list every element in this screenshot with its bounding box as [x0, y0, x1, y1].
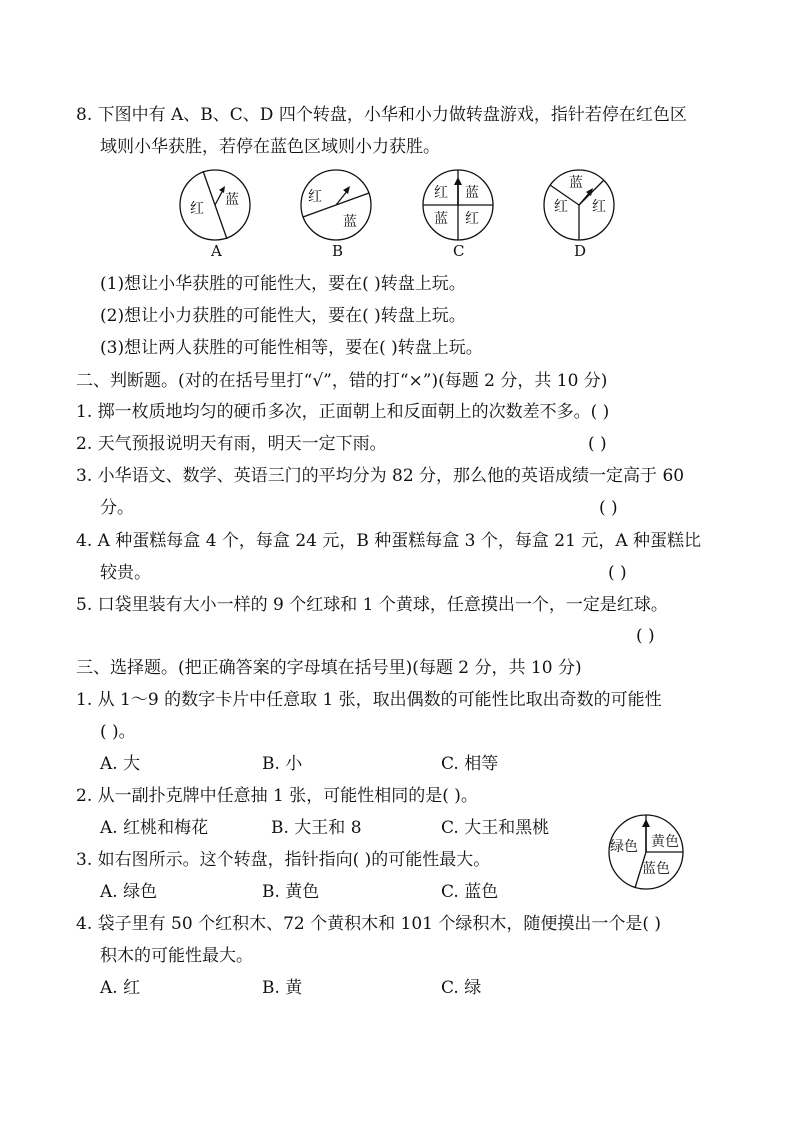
q3-label-green: 绿色 [610, 839, 638, 855]
s3-q4-option-b: B. 黄 [262, 978, 303, 998]
s2-item4-paren: ( ) [608, 563, 627, 583]
spinner-a-caption: A [211, 242, 222, 260]
spinner-d-label-right: 红 [592, 199, 606, 215]
s3-q2-option-a: A. 红桃和梅花 [100, 818, 209, 838]
s3-q4-line1: 4. 袋子里有 50 个红积木、72 个黄积木和 101 个绿积木，随便摸出一个是( ) [76, 914, 662, 934]
s3-q2-option-c: C. 大王和黑桃 [441, 818, 550, 838]
spinner-a-label-red: 红 [190, 201, 204, 217]
s2-item5-paren: ( ) [636, 626, 655, 646]
s3-q2: 2. 从一副扑克牌中任意抽 1 张，可能性相同的是( )。 [76, 786, 478, 806]
s3-q3-option-b: B. 黄色 [262, 882, 320, 902]
s3-q4-option-a: A. 红 [100, 978, 141, 998]
s3-q1-option-c: C. 相等 [441, 754, 499, 774]
spinner-c-caption: C [453, 242, 465, 260]
s3-q3-option-c: C. 蓝色 [441, 882, 499, 902]
spinner-c-label-bl: 蓝 [434, 211, 448, 227]
spinner-c-label-tr: 蓝 [465, 185, 479, 201]
s2-item3-line1: 3. 小华语文、数学、英语三门的平均分为 82 分，那么他的英语成绩一定高于 60 [76, 466, 685, 486]
spinner-d [542, 168, 616, 242]
s3-q2-option-b: B. 大王和 8 [271, 818, 362, 838]
section3-heading: 三、选择题。(把正确答案的字母填在括号里)(每题 2 分，共 10 分) [76, 658, 582, 678]
s3-q1-option-b: B. 小 [262, 754, 303, 774]
spinner-d-caption: D [574, 242, 587, 260]
q8-sub2: (2)想让小力获胜的可能性大，要在( )转盘上玩。 [100, 306, 466, 326]
spinner-b-label-red: 红 [308, 189, 322, 205]
spinner-a [178, 168, 252, 242]
spinner-c-label-br: 红 [465, 211, 479, 227]
s2-item2-paren: ( ) [588, 434, 607, 454]
spinner-c-label-tl: 红 [434, 185, 448, 201]
s2-item4-line2: 较贵。 [100, 563, 151, 583]
q8-sub3: (3)想让两人获胜的可能性相等，要在( )转盘上玩。 [100, 338, 483, 358]
q8-sub1: (1)想让小华获胜的可能性大，要在( )转盘上玩。 [100, 274, 466, 294]
s2-item4-line1: 4. A 种蛋糕每盒 4 个，每盒 24 元，B 种蛋糕每盒 3 个，每盒 21 元，A 种蛋糕比 [76, 531, 702, 551]
s3-q1-line2: ( )。 [100, 722, 136, 742]
section2-heading: 二、判断题。(对的在括号里打“√”，错的打“×”)(每题 2 分，共 10 分) [76, 371, 608, 391]
s2-item1: 1. 掷一枚质地均匀的硬币多次，正面朝上和反面朝上的次数差不多。( ) [76, 402, 610, 422]
q8-line2: 域则小华获胜，若停在蓝色区域则小力获胜。 [100, 137, 440, 157]
q3-label-yellow: 黄色 [651, 834, 679, 850]
s3-q4-option-c: C. 绿 [441, 978, 482, 998]
s2-item2: 2. 天气预报说明天有雨，明天一定下雨。 [76, 434, 387, 454]
q3-color-spinner [607, 813, 685, 891]
spinner-b-label-blue: 蓝 [343, 214, 357, 230]
s2-item5: 5. 口袋里装有大小一样的 9 个红球和 1 个黄球，任意摸出一个，一定是红球。 [76, 595, 668, 615]
spinner-a-label-blue: 蓝 [225, 192, 239, 208]
s2-item3-line2: 分。 [100, 498, 134, 518]
s3-q3: 3. 如右图所示。这个转盘，指针指向( )的可能性最大。 [76, 850, 491, 870]
s3-q1-option-a: A. 大 [100, 754, 141, 774]
spinner-d-label-top: 蓝 [569, 175, 583, 191]
spinner-b [299, 168, 373, 242]
q3-label-blue: 蓝色 [642, 861, 670, 877]
spinner-b-caption: B [332, 242, 344, 260]
s3-q3-option-a: A. 绿色 [100, 882, 158, 902]
s3-q1-line1: 1. 从 1～9 的数字卡片中任意取 1 张，取出偶数的可能性比取出奇数的可能性 [76, 690, 662, 710]
spinner-d-label-left: 红 [554, 199, 568, 215]
spinner-c [421, 168, 495, 242]
s3-q4-line2: 积木的可能性最大。 [100, 946, 253, 966]
s2-item3-paren: ( ) [599, 498, 618, 518]
q8-line1: 8. 下图中有 A、B、C、D 四个转盘，小华和小力做转盘游戏，指针若停在红色区 [76, 105, 687, 125]
